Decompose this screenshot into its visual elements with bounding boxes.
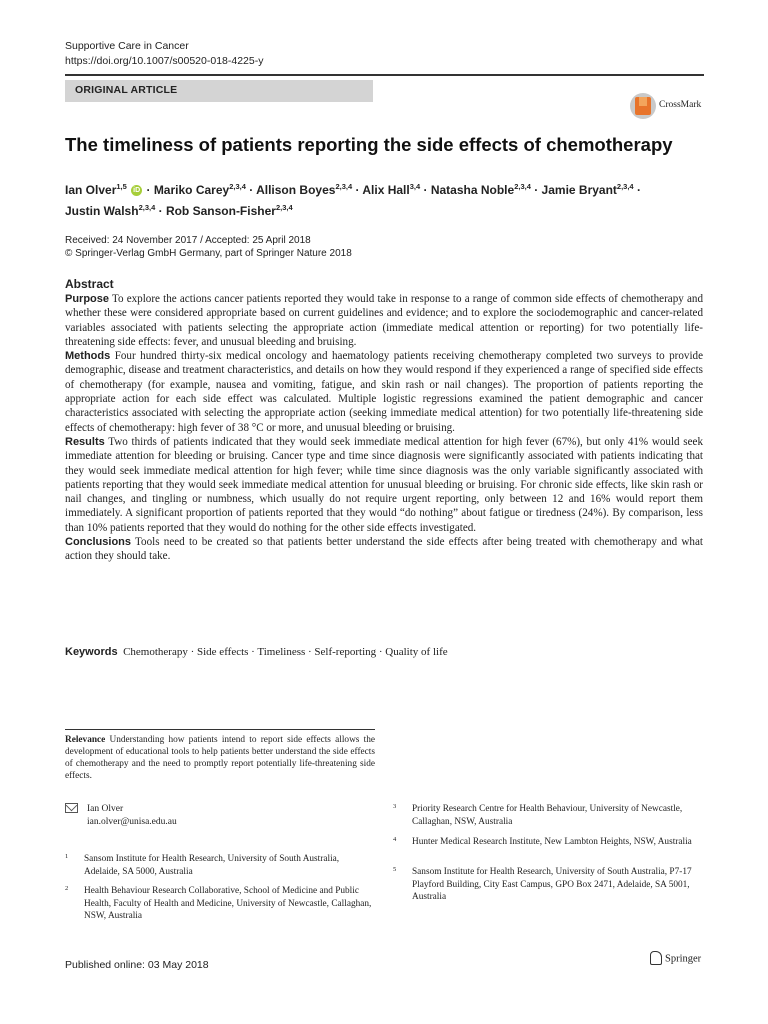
doi-link[interactable]: https://doi.org/10.1007/s00520-018-4225-y (65, 55, 264, 67)
author-affiliation: 2,3,4 (138, 203, 156, 212)
author-affiliation: 2,3,4 (616, 182, 634, 191)
affiliation-number: 4 (393, 836, 397, 843)
conclusions-text: Tools need to be created so that patients better understand the side effects after being treated with chemotherapy and what action they should take. (65, 536, 703, 563)
published-date: Published online: 03 May 2018 (65, 959, 209, 971)
envelope-icon (65, 803, 78, 813)
author-affiliation: 2,3,4 (335, 182, 353, 191)
relevance-box (65, 734, 375, 782)
header-rule (65, 74, 704, 76)
keywords-label: Keywords (65, 646, 118, 658)
affiliation-number: 1 (65, 853, 69, 860)
orcid-icon[interactable]: iD (133, 187, 141, 195)
affiliation-text: Priority Research Centre for Health Behaviour, University of Newcastle, Callaghan, NSW, Australia (412, 804, 683, 827)
abstract-heading: Abstract (65, 277, 114, 291)
journal-name: Supportive Care in Cancer (65, 40, 189, 52)
abstract-results (65, 435, 703, 535)
article-type-label: ORIGINAL ARTICLE (75, 84, 178, 96)
author-affiliation: 3,4 (409, 182, 421, 191)
methods-text: Four hundred thirty-six medical oncology and haematology patients receiving chemotherapy completed two surveys to provide demographic, disease and treatment characteristics, and details on how they would respond if they experienced a range of specified side effects of chemotherapy (for example, nausea and vomiting, fatigue, and skin rash or nail changes). The proportion of patients reporting the appropriate action for each side effect was calculated. Multiple logistic regressions examined the patient demographic and cancer characteristics associated with selecting the appropriate action (seeking immediate medical attention) for two potentially life-threatening side effects of chemotherapy: high fever of 38 °C or more, and unusual bleeding or bruising. (65, 350, 703, 434)
crossmark-icon (630, 93, 656, 119)
author-affiliation: 2,3,4 (514, 182, 531, 191)
copyright-notice: © Springer-Verlag GmbH Germany, part of Springer Nature 2018 (65, 248, 352, 259)
author-name[interactable]: Rob Sanson-Fisher (165, 204, 276, 218)
article-title: The timeliness of patients reporting the side effects of chemotherapy (65, 134, 673, 155)
affiliation-text: Health Behaviour Research Collaborative, School of Medicine and Public Health, Faculty of Health and Medicine, University of Newcastle, Callaghan, NSW, Australia (84, 886, 372, 921)
author-name[interactable]: Alix Hall (362, 183, 410, 197)
purpose-label: Purpose (65, 293, 110, 305)
received-dates: Received: 24 November 2017 / Accepted: 25 April 2018 (65, 235, 311, 246)
relevance-label: Relevance (65, 735, 106, 745)
abstract-body (65, 292, 703, 564)
author-affiliation: 2,3,4 (275, 203, 293, 212)
results-text: Two thirds of patients indicated that they would seek immediate medical attention for high fever (67%), but only 41% would seek immediate attention for bleeding or bruising. Cancer type and time since diagnosis were significantly associated with patients indicating that they would seek immediate medical attention for high fever; while time since diagnosis was the only variable significantly associated with patients reporting that they would seek immediate medical attention for unusual bleeding or bruising. For chronic side effects, like skin rash or nail changes, and tingling or numbness, which usually do not require urgent reporting, only between 12 and 16% would report them immediately. A significant proportion of patients reported that they would “do nothing” about fatigue or tiredness (24%). By comparison, less than 10% patients reported that they would do nothing for the other side effects investigated. (65, 435, 703, 534)
author-affiliation: 1,5 (116, 182, 127, 191)
author-name[interactable]: Justin Walsh (65, 204, 139, 218)
relevance-text: Understanding how patients intend to report side effects allows the development of educational tools to help patients better understand the side effects of chemotherapy and the need to promptly report potentially life-threatening side effects. (65, 735, 375, 781)
affiliation-number: 5 (393, 866, 397, 873)
affiliation-text: Hunter Medical Research Institute, New Lambton Heights, NSW, Australia (412, 837, 692, 847)
author-name[interactable]: Ian Olver (65, 183, 117, 197)
affiliation-text: Sansom Institute for Health Research, University of South Australia, Adelaide, SA 5000, Australia (84, 854, 340, 877)
affiliation-text: Sansom Institute for Health Research, University of South Australia, P7-17 Playford Building, City East Campus, GPO Box 2471, Adelaide, SA 5001, Australia (412, 867, 692, 902)
results-label: Results (65, 435, 105, 448)
methods-label: Methods (65, 350, 111, 363)
crossmark-badge[interactable] (630, 93, 710, 121)
keywords (65, 646, 448, 658)
affiliation-number: 2 (65, 885, 69, 892)
article-type-badge (65, 80, 373, 102)
publisher-logo (650, 952, 701, 966)
author-name[interactable]: Mariko Carey (153, 183, 230, 197)
crossmark-label: CrossMark (659, 100, 702, 110)
author-affiliation: 2,3,4 (229, 182, 246, 191)
abstract-purpose (65, 292, 703, 349)
contact-name: Ian Olver (87, 804, 124, 814)
springer-horse-icon (650, 951, 662, 965)
abstract-conclusions (65, 535, 703, 564)
publisher-name: Springer (665, 953, 702, 965)
relevance-rule (65, 729, 375, 730)
author-name[interactable]: Jamie Bryant (541, 183, 617, 197)
author-name[interactable]: Allison Boyes (256, 183, 336, 197)
affiliation-number: 3 (393, 803, 397, 810)
keywords-list: Chemotherapy · Side effects · Timeliness · Self-reporting · Quality of life (123, 646, 448, 658)
contact-email[interactable]: ian.olver@unisa.edu.au (87, 817, 177, 827)
author-list: Ian Olver$^{1,5}$ iD · Mariko Carey$^{2,3,4}$ · Allison Boyes$^{2,3,4}$ · Alix Hall$^{3,4}$ · Natasha Noble$^{2,3,4}$ · Jamie Bryant$^{2,3,4}$ · Justin Walsh$^{2,3,4}$ · Rob Sanson-Fisher$^{2,3,4}$ (65, 182, 641, 218)
author-name[interactable]: Natasha Noble (430, 183, 515, 197)
conclusions-label: Conclusions (65, 536, 132, 549)
abstract-methods (65, 349, 703, 435)
purpose-text: To explore the actions cancer patients reported they would take in response to a range of common side effects of chemotherapy and whether these were considered appropriate based on current guidelines and evidence; and to explore the sociodemographic and cancer-related variables associated with patients selecting the appropriate action (immediate medical attention or reporting) for two potentially life-threatening side effects: fever, and unusual bleeding and bruising. (65, 293, 703, 348)
